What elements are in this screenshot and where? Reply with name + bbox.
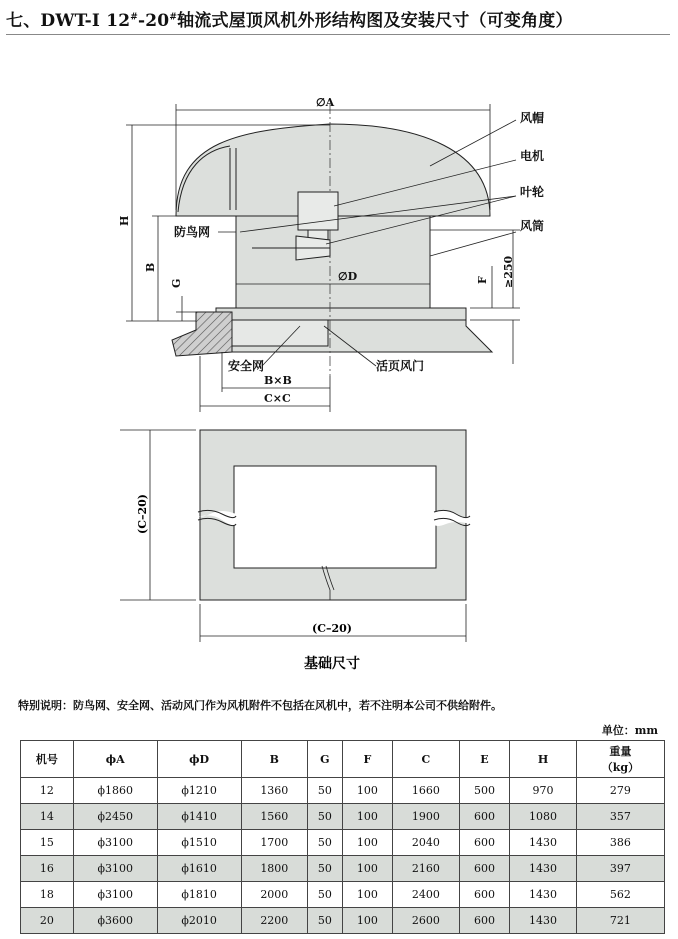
special-note: 特别说明：防鸟网、安全网、活动风门作为风机附件不包括在风机中，若不注明本公司不供给附件。: [18, 699, 502, 712]
table-cell: 600: [459, 830, 510, 856]
table-cell: 50: [308, 908, 342, 934]
label-rain-cap: 风帽: [520, 111, 545, 125]
table-cell: 20: [21, 908, 74, 934]
col-weight: 重量 （kg）: [576, 741, 664, 778]
table-cell: 50: [308, 882, 342, 908]
table-cell: ϕ1410: [157, 804, 241, 830]
table-cell: 100: [342, 908, 393, 934]
table-row: [21, 830, 665, 856]
table-cell: 1560: [241, 804, 308, 830]
dim-D-label: ∅D: [338, 270, 358, 283]
table-row: [21, 804, 665, 830]
dim-H-label: H: [118, 215, 131, 226]
table-cell: 15: [21, 830, 74, 856]
col-B: B: [241, 741, 308, 778]
table-cell: 14: [21, 804, 74, 830]
col-C: C: [393, 741, 460, 778]
label-impeller: 叶轮: [520, 185, 545, 199]
dim-G-label: G: [170, 278, 183, 288]
foundation-title: 基础尺寸: [304, 656, 360, 672]
table-cell: ϕ1610: [157, 856, 241, 882]
table-cell: 562: [576, 882, 664, 908]
col-model: 机号: [21, 741, 74, 778]
fan-structure-drawing: [0, 40, 678, 680]
table-cell: 1700: [241, 830, 308, 856]
base-plate: [216, 308, 466, 320]
table-cell: ϕ3600: [73, 908, 157, 934]
table-cell: 1360: [241, 778, 308, 804]
table-cell: 1660: [393, 778, 460, 804]
label-duct: 风筒: [520, 219, 545, 233]
table-cell: 2000: [241, 882, 308, 908]
table-cell: ϕ2450: [73, 804, 157, 830]
col-E: E: [459, 741, 510, 778]
table-row: [21, 856, 665, 882]
table-cell: 721: [576, 908, 664, 934]
table-cell: 2400: [393, 882, 460, 908]
dim-B-label: B: [144, 262, 157, 272]
table-cell: 12: [21, 778, 74, 804]
table-cell: 600: [459, 882, 510, 908]
label-motor: 电机: [520, 149, 545, 163]
dim-A-label: ∅A: [316, 96, 335, 109]
table-header-row: [21, 741, 665, 778]
table-cell: 397: [576, 856, 664, 882]
table-row: [21, 908, 665, 934]
table-cell: ϕ2010: [157, 908, 241, 934]
table-cell: 50: [308, 856, 342, 882]
col-H: H: [510, 741, 577, 778]
table-cell: 1800: [241, 856, 308, 882]
table-cell: 279: [576, 778, 664, 804]
label-damper: 活页风门: [376, 359, 425, 373]
table-cell: 50: [308, 804, 342, 830]
table-cell: 2160: [393, 856, 460, 882]
dim-F-label: F: [476, 276, 489, 284]
col-F: F: [342, 741, 393, 778]
spec-table: [20, 740, 665, 934]
motor: [298, 192, 338, 230]
table-cell: 1080: [510, 804, 577, 830]
damper-panel: [228, 320, 328, 346]
table-cell: 1430: [510, 830, 577, 856]
table-cell: 100: [342, 856, 393, 882]
col-A: ϕA: [73, 741, 157, 778]
table-cell: ϕ3100: [73, 882, 157, 908]
table-cell: 1430: [510, 908, 577, 934]
label-safety-net: 安全网: [228, 359, 265, 373]
table-cell: 50: [308, 830, 342, 856]
table-cell: 1430: [510, 856, 577, 882]
table-cell: 386: [576, 830, 664, 856]
table-cell: ϕ1810: [157, 882, 241, 908]
table-cell: 2600: [393, 908, 460, 934]
unit-label: 单位：mm: [601, 724, 658, 737]
foundation-curb: [172, 312, 232, 356]
foundation-height-label: (C–20): [136, 494, 149, 534]
table-cell: 100: [342, 830, 393, 856]
table-cell: 1430: [510, 882, 577, 908]
dim-250-label: ≥250: [502, 255, 515, 288]
table-cell: ϕ3100: [73, 856, 157, 882]
table-cell: 100: [342, 804, 393, 830]
title-divider: [6, 34, 670, 35]
table-cell: 2040: [393, 830, 460, 856]
table-cell: 2200: [241, 908, 308, 934]
table-cell: ϕ3100: [73, 830, 157, 856]
table-cell: 600: [459, 804, 510, 830]
foundation-width-label: (C–20): [312, 622, 352, 635]
table-cell: 600: [459, 856, 510, 882]
table-cell: 357: [576, 804, 664, 830]
col-G: G: [308, 741, 342, 778]
dim-CxC-label: C×C: [264, 392, 291, 405]
table-cell: 100: [342, 778, 393, 804]
table-cell: ϕ1210: [157, 778, 241, 804]
table-cell: 500: [459, 778, 510, 804]
table-row: [21, 882, 665, 908]
col-D: ϕD: [157, 741, 241, 778]
table-cell: ϕ1860: [73, 778, 157, 804]
table-cell: 50: [308, 778, 342, 804]
table-cell: 16: [21, 856, 74, 882]
foundation-plan: [196, 430, 470, 600]
table-cell: 18: [21, 882, 74, 908]
table-cell: 1900: [393, 804, 460, 830]
table-row: [21, 778, 665, 804]
foundation-outer: [200, 430, 466, 600]
table-cell: 970: [510, 778, 577, 804]
label-bird-net: 防鸟网: [174, 225, 211, 239]
table-cell: 100: [342, 882, 393, 908]
page-title: 七、DWT-Ⅰ 12#-20#轴流式屋顶风机外形结构图及安装尺寸（可变角度）: [6, 11, 573, 31]
dim-BxB-label: B×B: [264, 374, 292, 387]
table-cell: 600: [459, 908, 510, 934]
table-cell: ϕ1510: [157, 830, 241, 856]
